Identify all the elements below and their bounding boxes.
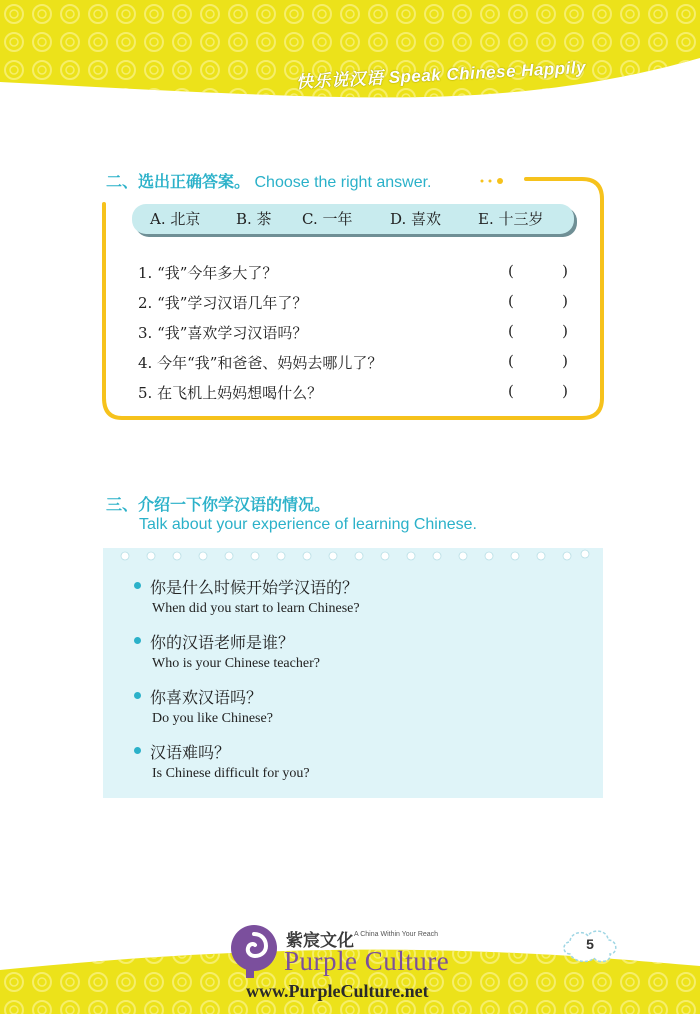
discussion-item-en: Do you like Chinese?: [152, 711, 273, 726]
bullet-icon: [134, 637, 141, 644]
panel-dots-border: [103, 548, 603, 564]
question-text: 5. 在飞机上妈妈想喝什么？: [138, 384, 323, 402]
option-b: B. 茶: [236, 210, 272, 228]
question-row: 2. “我”学习汉语几年了？ ( ): [138, 292, 568, 312]
section2-number: 二、: [106, 174, 139, 191]
section3-title: [106, 492, 330, 515]
question-row: 4. 今年“我”和爸爸、妈妈去哪儿了？ ( ): [138, 352, 568, 372]
header-title: 快乐说汉语 Speak Chinese Happily: [295, 57, 587, 92]
discussion-item-cn: 你喜欢汉语吗？: [150, 688, 263, 707]
brand-url: www.PurpleCulture.net: [246, 981, 429, 1001]
question-row: 3. “我”喜欢学习汉语吗？ ( ): [138, 322, 568, 342]
bullet-icon: [134, 692, 141, 699]
page-number: 5: [586, 936, 594, 952]
section3-title-cn: 介绍一下你学汉语的情况。: [138, 497, 331, 514]
section3-number: 三、: [106, 497, 139, 514]
question-row: 5. 在飞机上妈妈想喝什么？ ( ): [138, 382, 568, 402]
option-e: E. 十三岁: [478, 210, 544, 228]
option-d: D. 喜欢: [390, 210, 442, 228]
discussion-item-cn: 你是什么时候开始学汉语的？: [150, 578, 359, 597]
question-text: 4. 今年“我”和爸爸、妈妈去哪儿了？: [138, 354, 383, 372]
discussion-item-cn: 你的汉语老师是谁？: [150, 633, 295, 652]
question-row: 1. “我”今年多大了？ ( ): [138, 262, 568, 282]
section3-title-en: Talk about your experience of learning Chinese.: [139, 516, 477, 533]
brand-name-en: Purple Culture: [284, 946, 450, 976]
section2-title-cn: 选出正确答案。: [138, 174, 251, 191]
option-c: C. 一年: [302, 210, 353, 228]
discussion-item-en: Is Chinese difficult for you?: [152, 766, 310, 781]
bullet-icon: [134, 747, 141, 754]
bullet-icon: [134, 582, 141, 589]
discussion-item-cn: 汉语难吗？: [150, 743, 231, 762]
brand-tagline: A China Within Your Reach: [354, 931, 439, 938]
purple-culture-logo-icon: [228, 922, 280, 980]
brand-name-cn: 紫宸文化: [286, 931, 354, 951]
question-text: 3. “我”喜欢学习汉语吗？: [138, 324, 308, 342]
question-text: 2. “我”学习汉语几年了？: [138, 294, 308, 312]
question-text: 1. “我”今年多大了？: [138, 264, 278, 282]
discussion-item-en: Who is your Chinese teacher?: [152, 656, 320, 671]
discussion-item-en: When did you start to learn Chinese?: [152, 601, 360, 616]
option-a: A. 北京: [150, 210, 201, 228]
section2-title-en: Choose the right answer.: [254, 174, 432, 191]
